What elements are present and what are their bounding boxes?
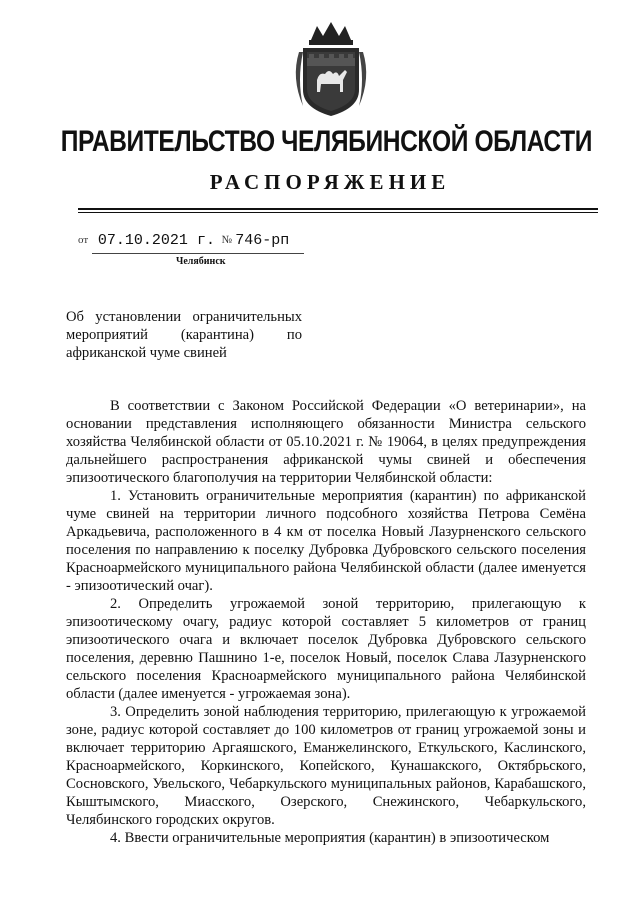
header-rule	[78, 208, 598, 210]
government-title: ПРАВИТЕЛЬСТВО ЧЕЛЯБИНСКОЙ ОБЛАСТИ	[60, 125, 593, 158]
header-rule-thin	[78, 212, 598, 213]
number-sign: №	[221, 234, 232, 246]
clause-2: 2. Определить угрожаемой зоной территорию, прилегающую к эпизоотическому очагу, радиус которой составляет 5 километров от границ эпизоотического очага и включает поселок Дубровка Дубровского сельского поселения, деревню Пашнино 1-е, поселок Новый, поселок Слава Лазурненского сельского поселения Красноармейского муниципального района Челябинской области (далее именуется - угрожаемая зона).	[66, 596, 586, 702]
document-body	[66, 397, 586, 847]
document-subject: Об установлении ограничительных мероприятий (карантина) по африканской чуме свиней	[66, 309, 302, 361]
document-details	[78, 232, 289, 249]
document-city: Челябинск	[176, 256, 226, 267]
coat-of-arms-icon	[289, 18, 373, 118]
clause-3: 3. Определить зоной наблюдения территорию, прилегающую к угрожаемой зоне, радиус которой составляет до 100 километров от границ угрожаемой зоны и включает территорию Аргаяшского, Еманжелинского, Еткульского, Каслинского, Красноармейского, Коркинского, Копейского, Кунашакского, Октябрьского, Сосновского, Увельского, Чебаркульского муниципальных районов, Карабашского, Кыштымского, Миасского, Озерского, Снежинского, Чебаркульского, Челябинского городских округов.	[66, 704, 586, 828]
document-type: РАСПОРЯЖЕНИЕ	[209, 170, 451, 194]
document-date: 07.10.2021 г.	[97, 232, 215, 249]
preamble-paragraph: В соответствии с Законом Российской Федерации «О ветеринарии», на основании представления исполняющего обязанности Министра сельского хозяйства Челябинской области от 05.10.2021 г. № 19064, в целях предупреждения дальнейшего распространения африканской чумы свиней и обеспечения эпизоотического благополучия на территории Челябинской области:	[66, 398, 586, 486]
clause-1: 1. Установить ограничительные мероприятия (карантин) по африканской чуме свиней на территории личного подсобного хозяйства Петрова Семёна Аркадьевича, расположенного в 4 км от поселка Новый Лазурненского сельского поселения по направлению к поселку Дубровка Дубровского сельского поселения Красноармейского муниципального района Челябинской области (далее именуется - эпизоотический очаг).	[66, 488, 586, 594]
date-underline	[92, 253, 304, 254]
date-prefix: от	[78, 234, 89, 246]
document-number: 746-рп	[235, 232, 290, 249]
clause-4: 4. Ввести ограничительные мероприятия (карантин) в эпизоотическом	[110, 830, 550, 846]
